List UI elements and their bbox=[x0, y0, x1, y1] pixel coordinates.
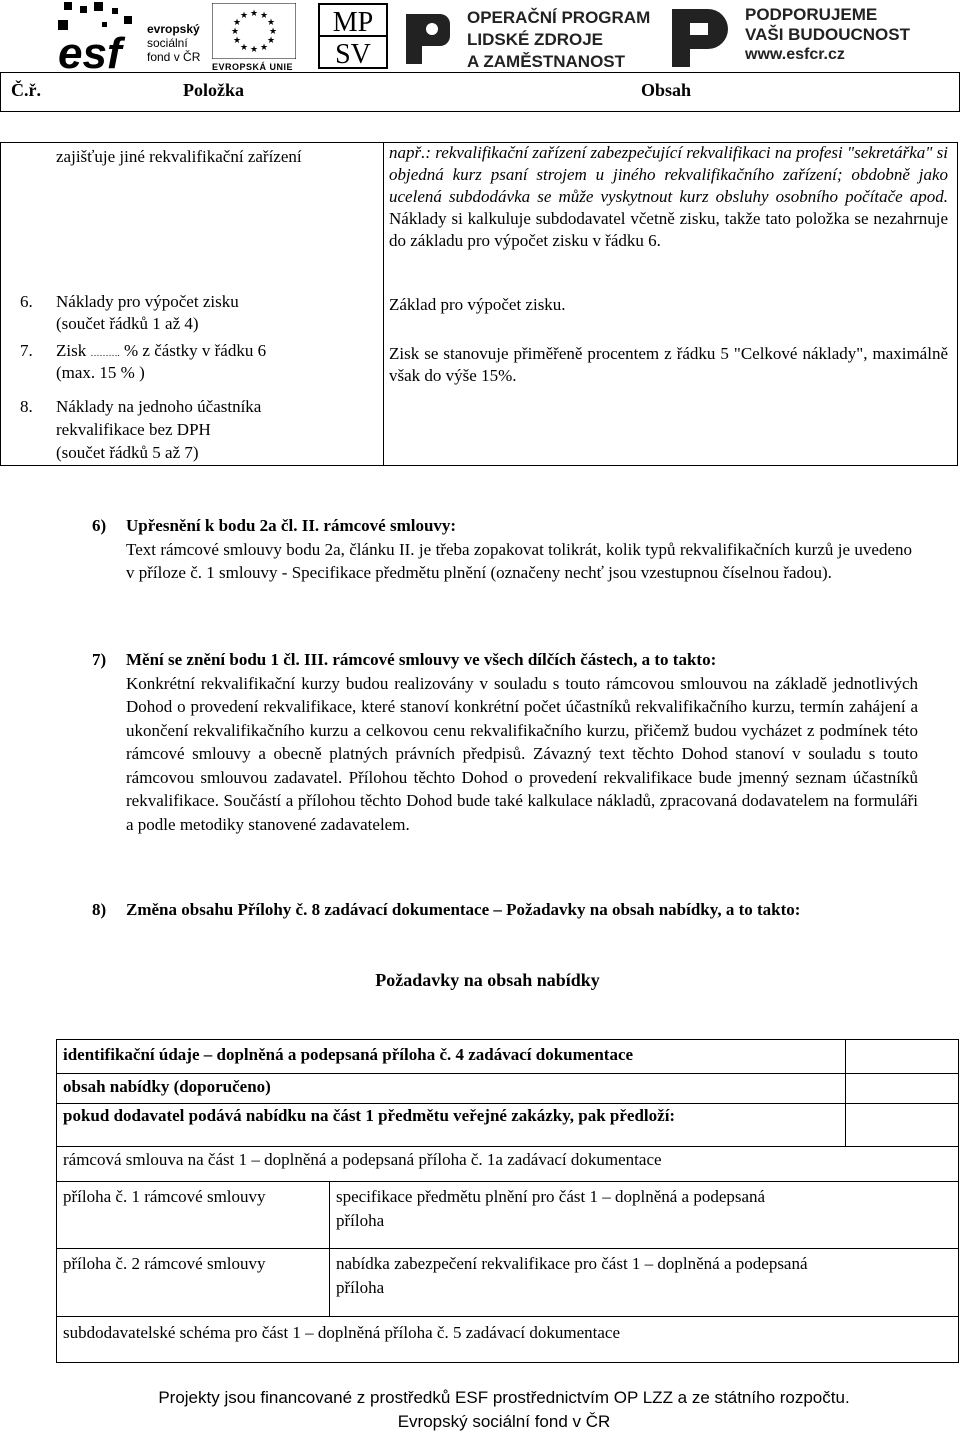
svg-text:★: ★ bbox=[232, 18, 242, 28]
svg-text:MP: MP bbox=[332, 7, 374, 38]
req-row-subcontractor-scheme: subdodavatelské schéma pro část 1 – doplněná příloha č. 5 zadávací dokumentace bbox=[63, 1323, 621, 1342]
svg-text:★: ★ bbox=[230, 27, 240, 37]
content-costs-note: Náklady si kalkuluje subdodavatel včetně zisku, takže tato položka se nezahrnuje do základu pro výpočet zisku v řádku 6. bbox=[389, 209, 948, 250]
row-divider bbox=[57, 1181, 958, 1182]
header-item: Položka bbox=[183, 80, 244, 100]
esf-logo-text bbox=[147, 22, 200, 64]
req-row-attachment1-desc: specifikace předmětu plnění pro část 1 – doplněná a podepsaná příloha bbox=[336, 1187, 766, 1230]
section-7-text: Konkrétní rekvalifikační kurzy budou realizovány v souladu s touto rámcovou smlouvou na základě jednotlivých Dohod o provedení rekvalifikace, které stanoví konkrétní počet účastníků rekvalifikačního kurzu, termín zahájení a ukončení rekvalifikačního kurzu a celkovou cenu rekvalifikačního kurzu, přičemž budou vycházet z podmínek této rámcové smlouvy a obecně platných právních předpisů. Závazný text těchto Dohod stanoví v souladu s touto rámcovou smlouvou zadavatel. Přílohou těchto Dohod o provedení rekvalifikace bude jmenný seznam účastníků rekvalifikace. Součástí a přílohou těchto Dohod bude také kalkulace nákladů, zpracovaná dodavatelem na formuláři a podle metodiky stanovené zadavatelem. bbox=[126, 673, 918, 834]
page-footer bbox=[0, 1386, 960, 1434]
row7-content: Zisk se stanovuje přiměřeně procentem z řádku 5 "Celkové náklady", maximálně však do výše 15%. bbox=[389, 344, 948, 385]
eu-flag-icon bbox=[212, 3, 296, 59]
row8-item-line1: Náklady na jednoho účastníka bbox=[56, 397, 262, 416]
req-row-offer-content: obsah nabídky (doporučeno) bbox=[63, 1077, 271, 1096]
row-divider bbox=[57, 1073, 958, 1074]
logo-banner bbox=[0, 0, 960, 72]
svg-text:SV: SV bbox=[335, 39, 371, 69]
row8-item-line2: rekvalifikace bez DPH bbox=[56, 420, 211, 439]
svg-text:★: ★ bbox=[249, 45, 259, 55]
row-divider bbox=[57, 1316, 958, 1317]
esf-line3: fond v ČR bbox=[147, 50, 201, 64]
section-7-heading: Mění se znění bodu 1 čl. III. rámcové smlouvy ve všech dílčích částech, a to takto: bbox=[126, 650, 717, 669]
section-7-number: 7) bbox=[92, 650, 107, 669]
mpsv-logo bbox=[318, 3, 388, 69]
op-lzz-text bbox=[467, 7, 650, 72]
req-row-attachment2-desc: nabídka zabezpečení rekvalifikace pro část 1 – doplněná a podepsaná příloha bbox=[336, 1254, 808, 1297]
esf-line2: sociální bbox=[147, 36, 188, 50]
right-column-divider bbox=[845, 1040, 846, 1147]
req-row-part1-condition: pokud dodavatel podává nabídku na část 1 předmětu veřejné zakázky, pak předloží: bbox=[63, 1106, 676, 1125]
section-7 bbox=[92, 648, 918, 836]
svg-text:★: ★ bbox=[266, 36, 276, 46]
row-divider bbox=[57, 1146, 958, 1147]
row7-blank: ………. bbox=[90, 348, 120, 358]
req-row-attachment1-label: příloha č. 1 rámcové smlouvy bbox=[63, 1187, 266, 1206]
esfcr-logo-text bbox=[745, 5, 910, 65]
esf-line1: evropský bbox=[147, 22, 200, 36]
content-example-italic: např.: rekvalifikační zařízení zabezpečující rekvalifikaci na profesi "sekretářka" si objedná kurz psaní strojem u jiného rekvalifikačního zařízení; obdobně jako ucelená subdodávka se může vyskytnout kurz obsluhy osobního počítače apod. bbox=[389, 143, 948, 206]
podp-line2: VAŠI BUDOUCNOST bbox=[745, 25, 910, 44]
row6-number: 6. bbox=[20, 292, 33, 311]
svg-text:esf: esf bbox=[58, 29, 122, 72]
op-line2: LIDSKÉ ZDROJE bbox=[467, 30, 604, 49]
section-8-heading: Změna obsahu Přílohy č. 8 zadávací dokumentace – Požadavky na obsah nabídky, a to takto: bbox=[126, 900, 801, 919]
svg-text:★: ★ bbox=[239, 11, 249, 21]
row8-number: 8. bbox=[20, 397, 33, 416]
svg-text:★: ★ bbox=[232, 36, 242, 46]
section-6-heading: Upřesnění k bodu 2a čl. II. rámcové smlouvy: bbox=[126, 516, 457, 535]
podp-line1: PODPORUJEME bbox=[745, 5, 878, 24]
svg-text:★: ★ bbox=[259, 43, 269, 53]
footer-line2: Evropský sociální fond v ČR bbox=[397, 1412, 611, 1431]
row6-item-line2: (součet řádků 1 až 4) bbox=[56, 314, 199, 333]
section-8 bbox=[92, 898, 918, 922]
row6-item-line1: Náklady pro výpočet zisku bbox=[56, 292, 239, 311]
content-other-facility bbox=[389, 142, 948, 252]
requirements-title: Požadavky na obsah nabídky bbox=[375, 970, 600, 990]
esfcr-logo-icon bbox=[668, 5, 732, 69]
svg-text:★: ★ bbox=[268, 27, 278, 37]
op-line1: OPERAČNÍ PROGRAM bbox=[467, 8, 651, 27]
op-lzz-icon bbox=[402, 6, 458, 68]
attachment-column-divider bbox=[329, 1181, 330, 1316]
column-divider bbox=[383, 143, 384, 465]
svg-text:★: ★ bbox=[266, 18, 276, 28]
req-row-attachment2-label: příloha č. 2 rámcové smlouvy bbox=[63, 1254, 266, 1273]
row6-content: Základ pro výpočet zisku. bbox=[389, 295, 566, 314]
table-header-row bbox=[0, 72, 960, 112]
section-6 bbox=[92, 514, 912, 585]
row7-percent: % z částky v řádku 6 bbox=[123, 341, 267, 360]
row8-item-line3: (součet řádků 5 až 7) bbox=[56, 443, 199, 462]
item-other-facility: zajišťuje jiné rekvalifikační zařízení bbox=[56, 147, 302, 166]
svg-text:★: ★ bbox=[239, 43, 249, 53]
req-row-identification: identifikační údaje – doplněná a podepsaná příloha č. 4 zadávací dokumentace bbox=[63, 1045, 634, 1064]
row7-number: 7. bbox=[20, 341, 33, 360]
esfcr-url: www.esfcr.cz bbox=[745, 46, 845, 63]
row7-item-line1 bbox=[56, 340, 266, 364]
header-content: Obsah bbox=[641, 80, 692, 100]
op-line3: A ZAMĚSTNANOST bbox=[467, 52, 626, 71]
req-row-framework-contract: rámcová smlouva na část 1 – doplněná a podepsaná příloha č. 1a zadávací dokumentace bbox=[63, 1150, 662, 1169]
row7-label: Zisk bbox=[56, 341, 87, 360]
eu-label: EVROPSKÁ UNIE bbox=[212, 62, 294, 72]
row7-item-line2: (max. 15 % ) bbox=[56, 363, 145, 382]
section-6-text: Text rámcové smlouvy bodu 2a, článku II. je třeba zopakovat tolikrát, kolik typů rekvalifikačních kurzů je uvedeno v příloze č. 1 smlouvy - Specifikace předmětu plnění (označeny nechť jsou vzestupnou číselnou řadou). bbox=[126, 539, 912, 582]
svg-text:★: ★ bbox=[259, 11, 269, 21]
section-6-number: 6) bbox=[92, 516, 107, 535]
footer-line1: Projekty jsou financované z prostředků ESF prostřednictvím OP LZZ a ze státního rozpočtu. bbox=[158, 1388, 850, 1407]
esf-logo bbox=[58, 2, 140, 72]
svg-text:★: ★ bbox=[249, 9, 259, 19]
section-8-number: 8) bbox=[92, 900, 107, 919]
header-row-number: Č.ř. bbox=[11, 80, 41, 100]
row-divider bbox=[57, 1248, 958, 1249]
